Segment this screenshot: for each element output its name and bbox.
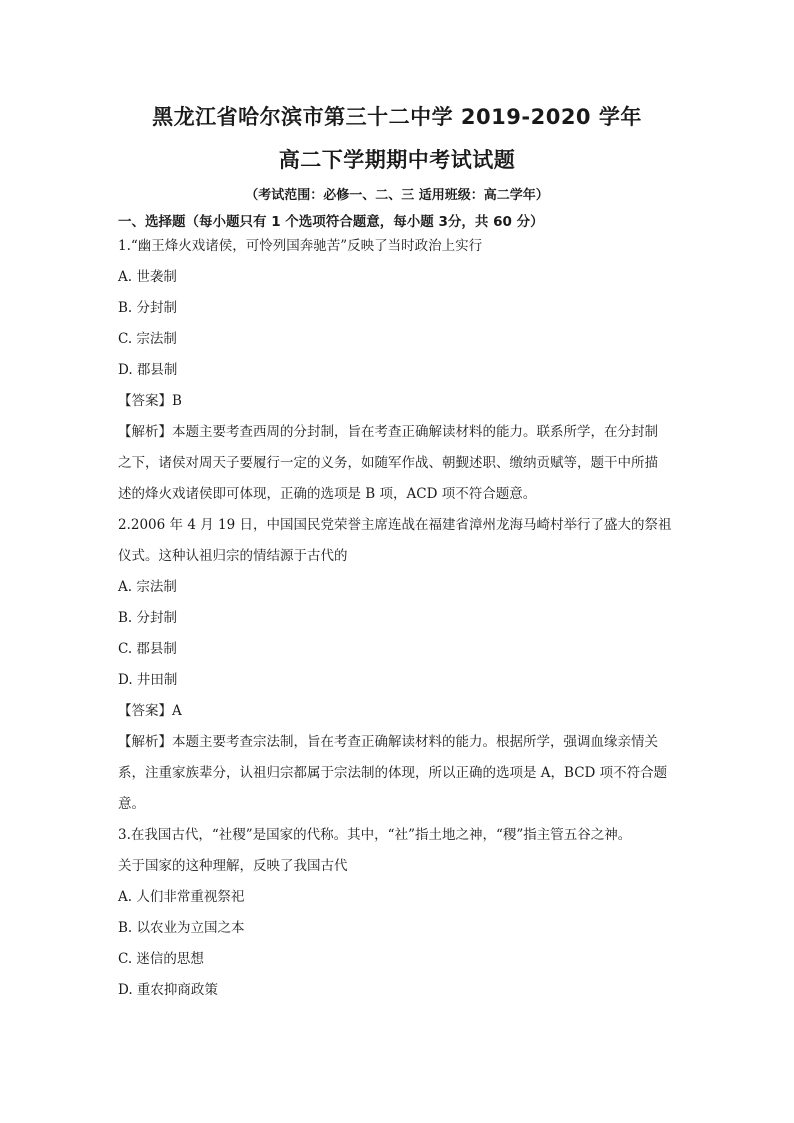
- document-title-line2: 高二下学期期中考试试题: [278, 148, 516, 172]
- option-b: B. 分封制: [118, 610, 178, 626]
- answer: 【答案】A: [118, 703, 182, 719]
- answer: 【答案】B: [118, 393, 182, 409]
- question-stem-line: 1.“幽王烽火戏诸侯，可怜列国奔驰苦”反映了当时政治上实行: [118, 238, 483, 254]
- analysis-line: 【解析】本题主要考查西周的分封制，旨在考查正确解读材料的能力。联系所学，在分封制: [118, 424, 658, 440]
- question-3: [118, 820, 676, 1006]
- analysis-line: 意。: [118, 796, 145, 812]
- option-a: A. 世袭制: [118, 269, 177, 285]
- question-stem-line: 关于国家的这种理解，反映了我国古代: [118, 858, 348, 874]
- option-d: D. 重农抑商政策: [118, 982, 218, 998]
- question-stem-line: 2.2006 年 4 月 19 日，中国国民党荣誉主席连战在福建省漳州龙海马崎村举行了盛大的祭祖: [118, 517, 672, 533]
- option-b: B. 分封制: [118, 300, 178, 316]
- option-c: C. 郡县制: [118, 641, 177, 657]
- question-1: [118, 231, 676, 510]
- analysis-line: 系，注重家族辈分，认祖归宗都属于宗法制的体现，所以正确的选项是 A，BCD 项不符合题: [118, 765, 668, 781]
- option-a: A. 人们非常重视祭祀: [118, 889, 245, 905]
- analysis-line: 【解析】本题主要考查宗法制，旨在考查正确解读材料的能力。根据所学，强调血缘亲情关: [118, 734, 658, 750]
- analysis-line: 述的烽火戏诸侯即可体现，正确的选项是 B 项，ACD 项不符合题意。: [118, 486, 537, 502]
- section-heading: 一、选择题（每小题只有 1 个选项符合题意，每小题 3分，共 60 分）: [118, 214, 544, 230]
- question-stem-line: 仪式。这种认祖归宗的情结源于古代的: [118, 548, 348, 564]
- analysis-line: 之下，诸侯对周天子要履行一定的义务，如随军作战、朝觐述职、缴纳贡赋等，题干中所描: [118, 455, 658, 471]
- option-d: D. 井田制: [118, 672, 178, 688]
- option-c: C. 宗法制: [118, 331, 177, 347]
- question-stem-line: 3.在我国古代，“社稷”是国家的代称。其中，“社”指土地之神，“稷”指主管五谷之神。: [118, 827, 632, 843]
- option-a: A. 宗法制: [118, 579, 177, 595]
- option-b: B. 以农业为立国之本: [118, 920, 245, 936]
- option-d: D. 郡县制: [118, 362, 178, 378]
- document-title-line1: 黑龙江省哈尔滨市第三十二中学 2019-2020 学年: [152, 105, 642, 129]
- question-2: [118, 510, 676, 820]
- exam-scope-subtitle: （考试范围：必修一、二、三 适用班级：高二学年）: [245, 188, 549, 203]
- option-c: C. 迷信的思想: [118, 951, 204, 967]
